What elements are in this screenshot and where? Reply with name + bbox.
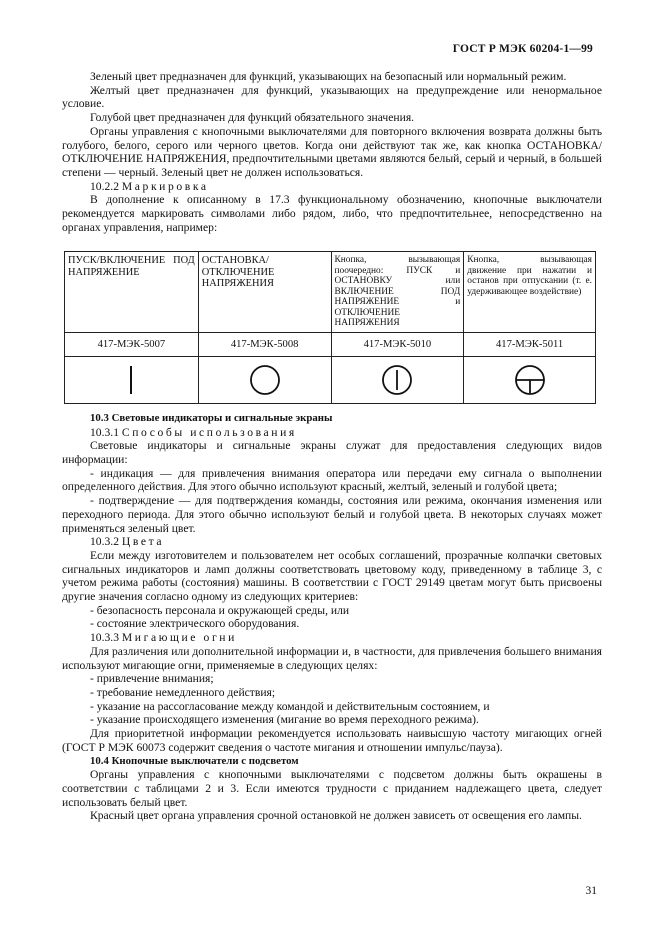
section-title: Маркировка: [121, 179, 209, 193]
start-on-symbol-icon: [116, 362, 146, 398]
section-title: Цвета: [121, 535, 165, 549]
table-code-cell: 417-МЭК-5007: [65, 332, 199, 356]
paragraph-blue: Голубой цвет предназначен для функций обязательного значения.: [90, 111, 415, 125]
table-symbol-cell: [464, 356, 596, 403]
paragraph-reset-controls: Органы управления с кнопочными выключателями для повторного включения возврата должны быть голубого, белого, серого или черного цветов. Когда они действуют так же, как кнопка ОСТАНОВКА/ОТКЛЮЧЕНИЕ НАПРЯЖЕНИЯ, предпочтительными цветами являются белый, серый и черный, в большей степени — черный. Зеленый цвет не должен использоваться.: [62, 124, 602, 179]
list-item: - индикация — для привлечения внимания оператора или передачи ему сигнала о выполнении определенного действия. Для этого обычно используют красный, желтый, зеленый и голубой цвета;: [62, 466, 602, 494]
section-10-2-2-heading: [62, 180, 602, 194]
section-10-3-1-text: Световые индикаторы и сигнальные экраны служат для предоставления следующих видов информации:: [62, 439, 602, 467]
table-symbol-cell: [65, 356, 199, 403]
section-10-3-2-heading: [62, 535, 602, 549]
table-header-cell: ОСТАНОВКА/ОТКЛЮЧЕНИЕ НАПРЯЖЕНИЯ: [198, 252, 331, 333]
section-10-4-text: Органы управления с кнопочными выключателями с подсветом должны быть окрашены в соответствии с таблицами 2 и 3. Если имеются трудности с приданием надлежащего цвета, следует использовать белый цвет.: [62, 768, 602, 809]
table-code-cell: 417-МЭК-5010: [331, 332, 464, 356]
paragraph-yellow: Желтый цвет предназначен для функций, указывающих на предупреждение или ненормальное условие.: [62, 83, 602, 111]
table-header-cell: ПУСК/ВКЛЮЧЕНИЕ ПОД НАПРЯЖЕНИЕ: [65, 252, 199, 333]
document-header: ГОСТ Р МЭК 60204-1—99: [452, 43, 593, 55]
table-symbol-row: [65, 356, 596, 403]
list-item: - привлечение внимания;: [90, 672, 214, 686]
page-content: [62, 70, 602, 823]
paragraph-green: Зеленый цвет предназначен для функций, указывающих на безопасный или нормальный режим.: [90, 70, 567, 83]
section-10-4-text-2: Красный цвет органа управления срочной остановкой не должен зависеть от освещения его лампы.: [90, 809, 582, 823]
list-item: - требование немедленного действия;: [90, 686, 276, 699]
list-item: - указание происходящего изменения (мигание во время переходного режима).: [90, 713, 479, 727]
hold-to-run-symbol-icon: [510, 360, 550, 400]
start-stop-symbol-icon: [377, 360, 417, 400]
table-code-cell: 417-МЭК-5008: [198, 332, 331, 356]
section-10-3-3-text: Для различения или дополнительной информации и, в частности, для привлечения большего внимания используют мигающие огни, применяемые в следующих целях:: [62, 644, 602, 672]
section-10-2-2-text: В дополнение к описанному в 17.3 функциональному обозначению, кнопочные выключатели рекомендуется маркировать символами либо рядом, либо, что предпочтительнее, непосредственно на органах управления, например:: [62, 193, 602, 234]
stop-off-symbol-icon: [245, 360, 285, 400]
table-symbol-cell: [331, 356, 464, 403]
section-number: 10.3.1: [90, 425, 119, 439]
table-code-cell: 417-МЭК-5011: [464, 332, 596, 356]
list-item: - подтверждение — для подтверждения команды, состояния или режима, окончания изменения или переходного периода. Для этого обычно используют белый и голубой цвета. В некоторых случаях может применяться зеленый цвет.: [62, 494, 602, 535]
section-10-4-heading: 10.4 Кнопочные выключатели с подсветом: [90, 754, 299, 767]
table-header-cell: Кнопка, вызывающая движение при нажатии и останов при отпускании (т. е. удерживающее воздействие): [464, 252, 596, 333]
section-10-3-2-text: Если между изготовителем и пользователем нет особых соглашений, прозрачные колпачки световых сигнальных индикаторов и ламп должны соответствовать цветовому коду, приведенному в таблице 3, с учетом режима работы (состояния) машины. В соответствии с ГОСТ 29149 цветам могут быть присвоены другие значения согласно одному из следующих критериев:: [62, 548, 602, 604]
table-header-cell: Кнопка, вызывающая поочередно: ПУСК и ОСТАНОВКУ или ВКЛЮЧЕНИЕ ПОД НАПРЯЖЕНИЕ и ОТКЛЮЧЕНИЕ НАПРЯЖЕНИЯ: [331, 252, 464, 333]
section-number: 10.2.2: [90, 179, 119, 193]
list-item: - указание на рассогласование между командой и действительным состоянием, и: [90, 699, 490, 713]
section-number: 10.3.2: [90, 535, 119, 549]
section-10-3-3-heading: [62, 631, 602, 645]
section-title: Мигающие огни: [121, 631, 237, 645]
section-10-3-1-heading: [62, 426, 602, 440]
section-10-3-3-text-2: Для приоритетной информации рекомендуется использовать наивысшую частоту мигающих огней (ГОСТ Р МЭК 60073 содержит сведения о частоте мигания и отношении импульс/пауза).: [62, 727, 602, 754]
list-item: - состояние электрического оборудования.: [90, 617, 300, 631]
table-code-row: [65, 332, 596, 356]
list-item: - безопасность персонала и окружающей среды, или: [90, 603, 350, 617]
marking-table: [64, 251, 596, 404]
table-header-row: [65, 252, 596, 333]
section-10-3-heading: 10.3 Световые индикаторы и сигнальные экраны: [90, 411, 333, 424]
page-number: 31: [585, 885, 597, 897]
table-symbol-cell: [198, 356, 331, 403]
section-number: 10.3.3: [90, 631, 119, 645]
section-title: Способы использования: [121, 425, 297, 439]
